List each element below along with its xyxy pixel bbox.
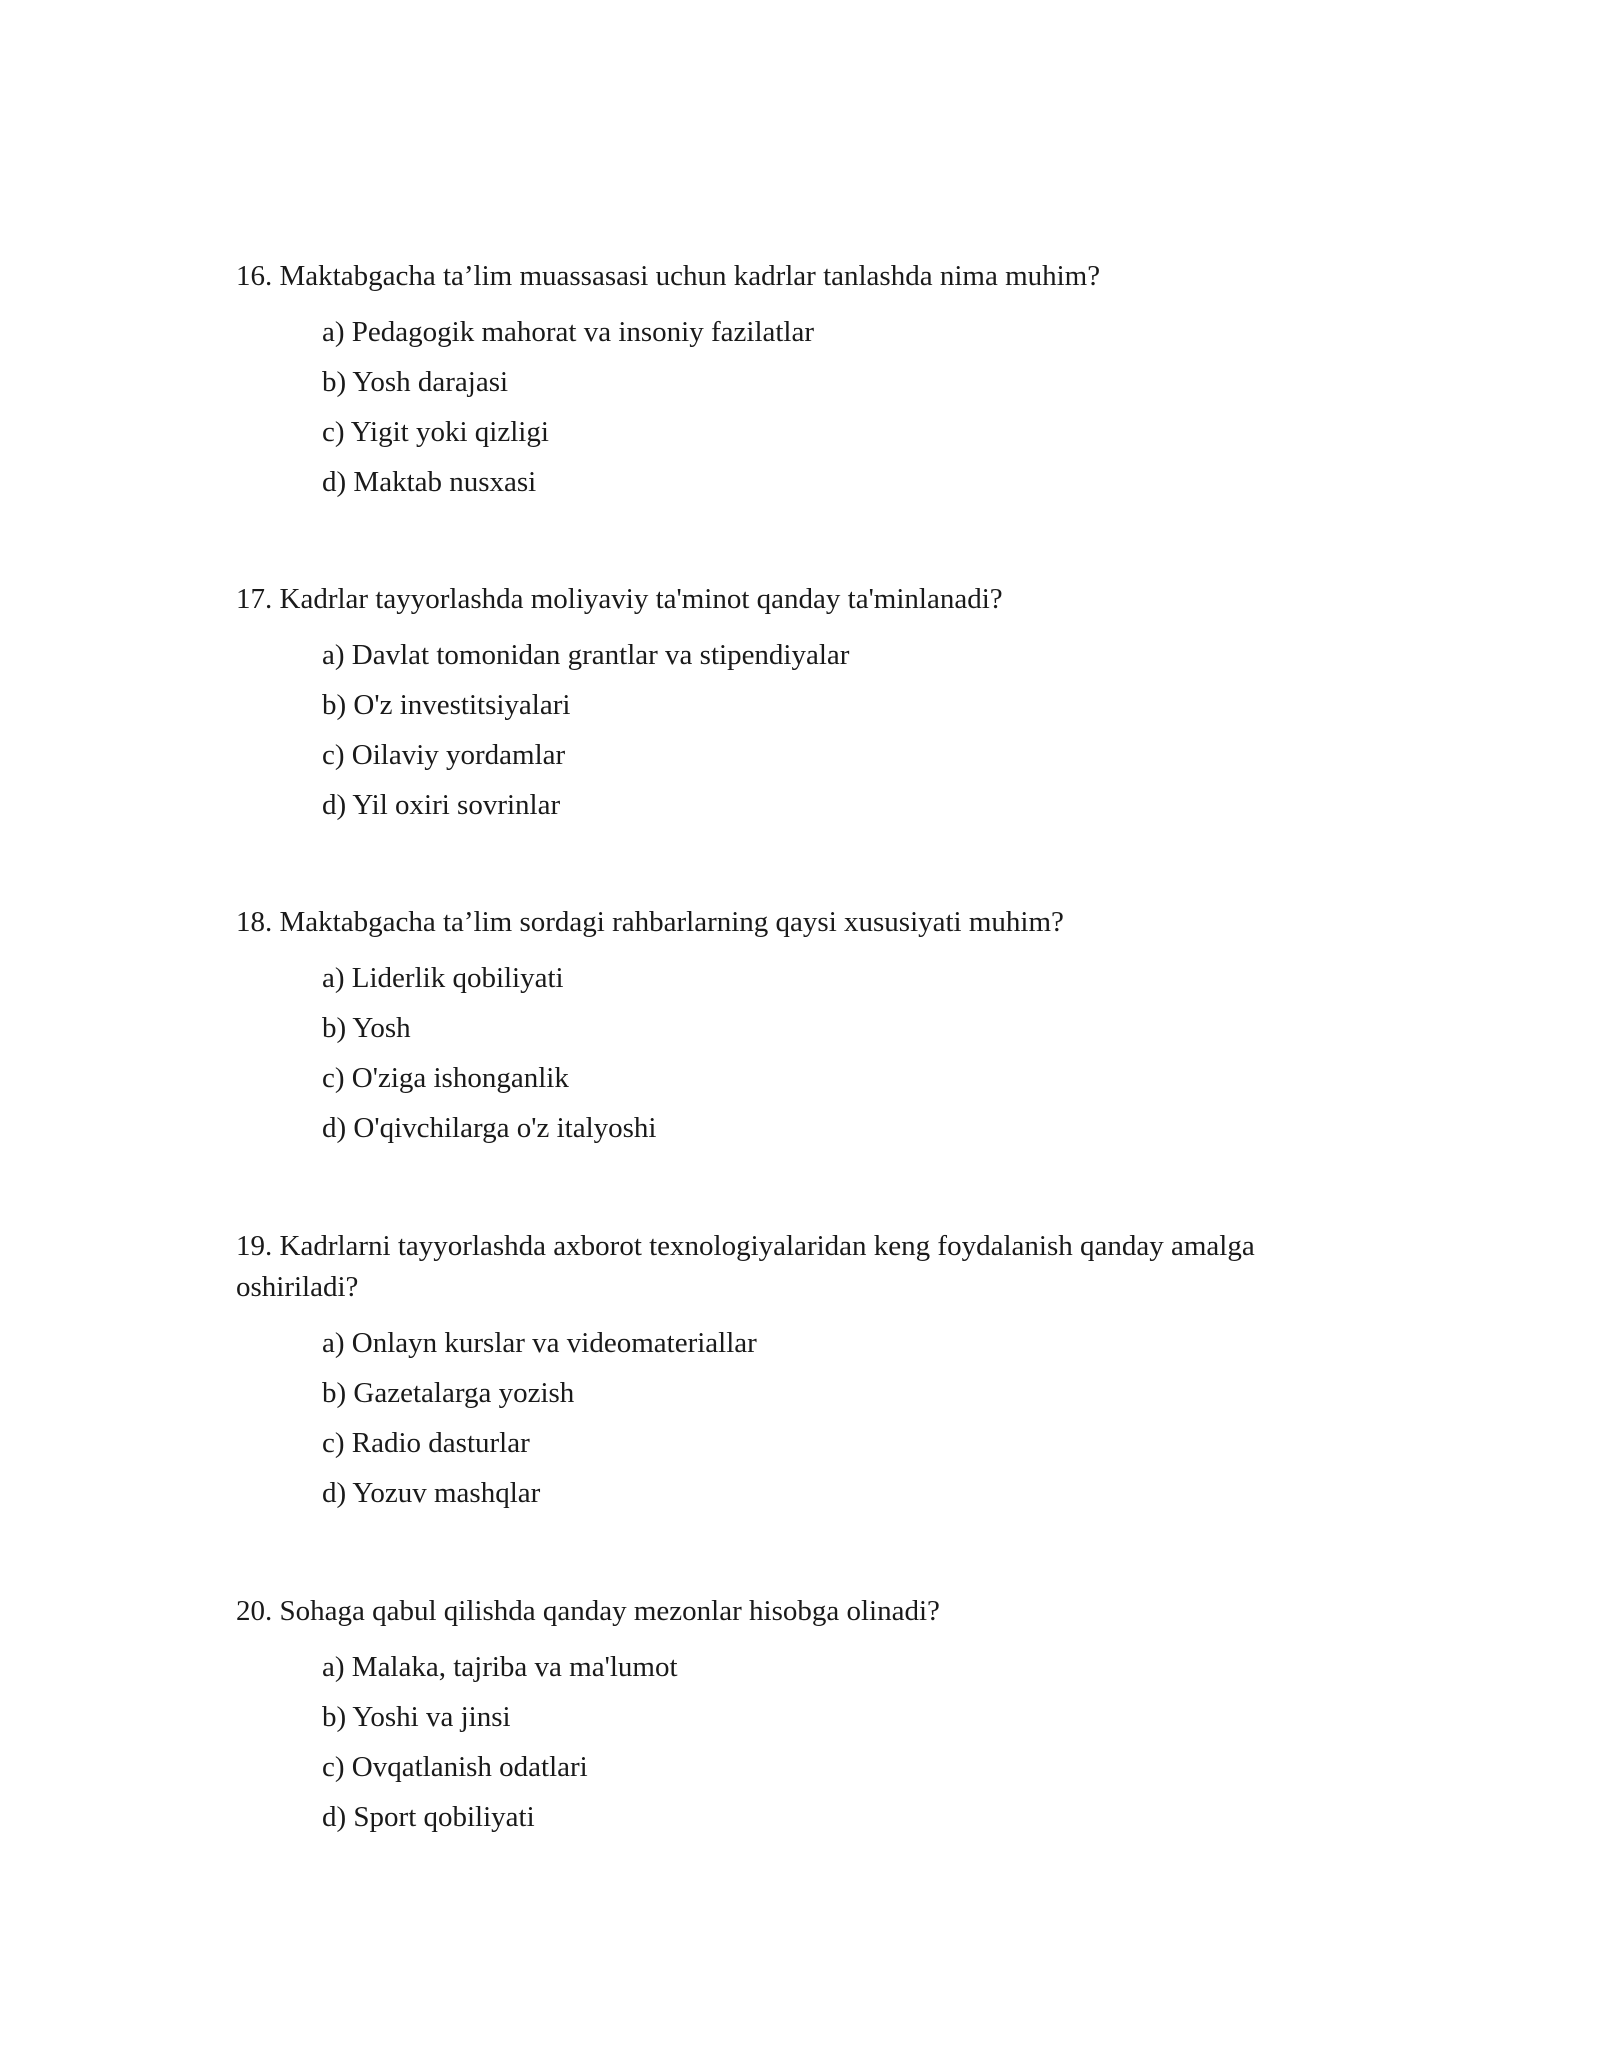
option-18-b: b) Yosh xyxy=(322,1012,411,1044)
question-18-text: 18. Maktabgacha ta’lim sordagi rahbarlarning qaysi xususiyati muhim? xyxy=(236,906,1064,938)
option-18-c: c) O'ziga ishonganlik xyxy=(322,1062,569,1094)
option-18-d: d) O'qivchilarga o'z italyoshi xyxy=(322,1112,657,1144)
question-20-text: 20. Sohaga qabul qilishda qanday mezonlar hisobga olinadi? xyxy=(236,1595,940,1627)
option-16-a: a) Pedagogik mahorat va insoniy fazilatlar xyxy=(322,316,815,348)
question-18-options xyxy=(322,953,656,1153)
option-19-d: d) Yozuv mashqlar xyxy=(322,1477,541,1509)
option-19-c: c) Radio dasturlar xyxy=(322,1427,530,1459)
option-20-c: c) Ovqatlanish odatlari xyxy=(322,1751,588,1783)
question-19-options xyxy=(322,1318,757,1518)
option-16-d: d) Maktab nusxasi xyxy=(322,466,537,498)
option-20-b: b) Yoshi va jinsi xyxy=(322,1701,511,1733)
question-19-text: 19. Kadrlarni tayyorlashda axborot texnologiyalaridan keng foydalanish qanday amalga oshiriladi? xyxy=(236,1230,1255,1303)
option-17-b: b) O'z investitsiyalari xyxy=(322,689,571,721)
option-17-c: c) Oilaviy yordamlar xyxy=(322,739,566,771)
question-20-options xyxy=(322,1642,678,1842)
option-20-d: d) Sport qobiliyati xyxy=(322,1801,535,1833)
option-16-c: c) Yigit yoki qizligi xyxy=(322,416,549,448)
question-16-text: 16. Maktabgacha ta’lim muassasasi uchun kadrlar tanlashda nima muhim? xyxy=(236,260,1101,292)
option-17-d: d) Yil oxiri sovrinlar xyxy=(322,789,561,821)
question-17-options xyxy=(322,630,849,830)
question-17-text: 17. Kadrlar tayyorlashda moliyaviy ta'minot qanday ta'minlanadi? xyxy=(236,583,1003,615)
option-17-a: a) Davlat tomonidan grantlar va stipendiyalar xyxy=(322,639,850,671)
option-16-b: b) Yosh darajasi xyxy=(322,366,509,398)
question-16-options xyxy=(322,307,814,507)
option-20-a: a) Malaka, tajriba va ma'lumot xyxy=(322,1651,678,1683)
option-18-a: a) Liderlik qobiliyati xyxy=(322,962,564,994)
option-19-a: a) Onlayn kurslar va videomateriallar xyxy=(322,1327,757,1359)
option-19-b: b) Gazetalarga yozish xyxy=(322,1377,575,1409)
